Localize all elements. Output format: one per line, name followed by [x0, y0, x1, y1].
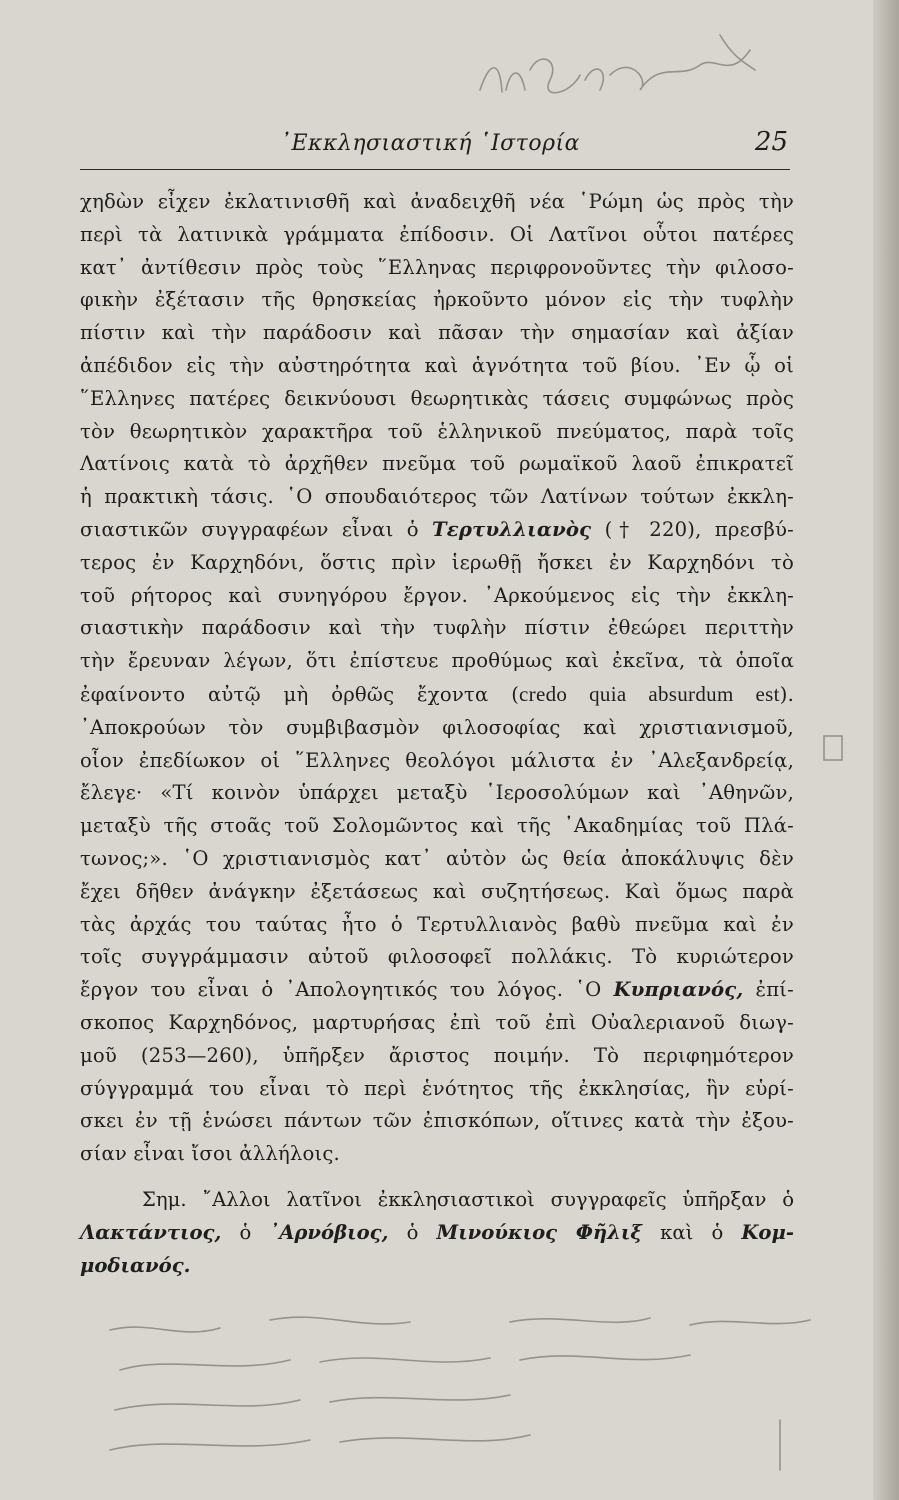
text-run: ἐπί-: [743, 978, 794, 1002]
text-line: [80, 514, 794, 547]
text-line: πίστιν καὶ τὴν παράδοσιν καὶ πᾶσαν τὴν σημασίαν καὶ ἀξίαν: [80, 321, 794, 345]
text-run: ἔργον του εἶναι ὁ ᾿Απολογητικός του λόγος. ῾Ο: [80, 978, 614, 1002]
page-number: 25: [754, 127, 788, 157]
text-line: φικὴν ἐξέτασιν τῆς θρησκείας ἠρκοῦντο μόνον εἰς τὴν τυφλὴν: [80, 288, 794, 312]
text-line: ᾿Αποκρούων τὸν συμβιβασμὸν φιλοσοφίας καὶ χριστιανισμοῦ,: [80, 715, 794, 739]
running-title: ᾿Εκκλησιαστική ῾Ιστορία: [280, 131, 580, 156]
minucius-name: Μινούκιος Φῆλιξ: [436, 1220, 642, 1244]
note-label: Σημ.: [142, 1188, 187, 1211]
text-run: († 220), πρεσβύ-: [591, 517, 794, 541]
text-line: σύγγραμμά του εἶναι τὸ περὶ ἑνότητος τῆς ἐκκλησίας, ἣν εὑρί-: [80, 1076, 794, 1100]
text-line: περὶ τὰ λατινικὰ γράμματα ἐπίδοσιν. Οἱ Λατῖνοι οὗτοι πατέρες: [80, 222, 794, 246]
commodian-name-start: Κομ-: [741, 1220, 794, 1244]
cyprian-name: Κυπριανός,: [613, 978, 744, 1002]
text-line: τοῦ ρήτορος καὶ συνηγόρου ἔργον. ᾿Αρκούμενος εἰς τὴν ἐκκλη-: [80, 583, 794, 607]
text-run: ὁ: [221, 1220, 270, 1244]
text-line: τὸν θεωρητικὸν χαρακτῆρα τοῦ ἑλληνικοῦ πνεύματος, παρὰ τοῖς: [80, 419, 794, 443]
note-line: [80, 1250, 794, 1283]
text-line: τὴν ἔρευναν λέγων, ὅτι ἐπίστευε προθύμως καὶ ἐκεῖνα, τὰ ὁποῖα: [80, 649, 794, 673]
text-line: ἔλεγε· «Τί κοινὸν ὑπάρχει μεταξὺ ῾Ιεροσολύμων καὶ ᾿Αθηνῶν,: [80, 781, 794, 805]
text-line: σκοπος Καρχηδόνος, μαρτυρήσας ἐπὶ τοῦ ἐπὶ Οὐαλεριανοῦ διωγ-: [80, 1010, 794, 1034]
running-header: [80, 125, 790, 170]
text-run: σιαστικῶν συγγραφέων εἶναι ὁ: [80, 517, 432, 541]
footnote: [80, 1184, 794, 1282]
latin-phrase: credo quia absurdum est: [519, 681, 780, 706]
tertullian-name: Τερτυλλιανὸς: [431, 517, 592, 541]
text-line: τοῖς συγγράμμασιν αὐτοῦ φιλοσοφεῖ πολλάκις. Τὸ κυριώτερον: [80, 945, 794, 969]
arnobius-name: ᾿Αρνόβιος,: [269, 1220, 389, 1244]
text-run: ὁ: [388, 1220, 437, 1244]
text-line: τωνος;». ῾Ο χριστιανισμὸς κατ᾿ αὐτὸν ὡς θεία ἀποκάλυψις δὲν: [80, 846, 794, 870]
text-line: σκει ἐν τῇ ἑνώσει πάντων τῶν ἐπισκόπων, οἵτινες κατὰ τὴν ἐξου-: [80, 1109, 794, 1133]
text-run: ῎Αλλοι λατῖνοι ἐκκλησιαστικοὶ συγγραφεῖς ὑπῆρξαν ὁ: [186, 1188, 794, 1211]
text-line: τερος ἐν Καρχηδόνι, ὅστις πρὶν ἱερωθῇ ἤσκει ἐν Καρχηδόνι τὸ: [80, 550, 794, 574]
text-run: ἐφαίνοντο αὐτῷ μὴ ὀρθῶς ἔχοντα (: [80, 682, 520, 706]
text-line: ἡ πρακτικὴ τάσις. ῾Ο σπουδαιότερος τῶν Λατίνων τούτων ἐκκλη-: [80, 485, 794, 509]
note-line: [80, 1184, 794, 1217]
text-run: καὶ ὁ: [642, 1220, 742, 1244]
commodian-name-end: μοδιανός.: [80, 1253, 191, 1277]
handwritten-notes-bottom: [90, 1300, 890, 1490]
text-line: ἔχει δῆθεν ἀνάγκην ἐξετάσεως καὶ συζητήσεως. Καὶ ὅμως παρὰ: [80, 879, 794, 903]
text-line: Λατίνοις κατὰ τὸ ἀρχῆθεν πνεῦμα τοῦ ρωμαϊκοῦ λαοῦ ἐπικρατεῖ: [80, 452, 794, 476]
text-line: χηδὼν εἶχεν ἐκλατινισθῆ καὶ ἀναδειχθῆ νέα ῾Ρώμη ὡς πρὸς τὴν: [80, 190, 794, 213]
text-line: σιαστικὴν παράδοσιν καὶ τὴν τυφλὴν πίστιν ἐθεώρει περιττὴν: [80, 616, 794, 640]
text-line: μοῦ (253—260), ὑπῆρξεν ἄριστος ποιμήν. Τὸ περιφημότερον: [80, 1043, 794, 1067]
text-line: ἀπέδιδον εἰς τὴν αὐστηρότητα καὶ ἁγνότητα τοῦ βίου. ᾿Εν ᾧ οἱ: [80, 353, 794, 377]
handwritten-signature-top: [470, 20, 770, 130]
margin-box-mark: [820, 730, 850, 770]
text-line: [80, 974, 794, 1007]
text-line: μεταξὺ τῆς στοᾶς τοῦ Σολομῶντος καὶ τῆς ᾿Ακαδημίας τοῦ Πλά-: [80, 814, 794, 838]
text-run: ).: [779, 682, 794, 706]
text-line: [80, 678, 794, 712]
text-line: τὰς ἀρχάς του ταύτας ἦτο ὁ Τερτυλλιανὸς βαθὺ πνεῦμα καὶ ἐν: [80, 912, 794, 936]
lactantius-name: Λακτάντιος,: [80, 1220, 222, 1244]
page-gutter: [873, 0, 899, 1500]
body-text: [80, 186, 794, 1171]
text-line: ῞Ελληνες πατέρες δεικνύουσι θεωρητικὰς τάσεις συμφώνως πρὸς: [80, 386, 794, 410]
text-line: σίαν εἶναι ἴσοι ἀλλήλοις.: [80, 1142, 340, 1166]
text-line: κατ᾿ ἀντίθεσιν πρὸς τοὺς ῞Ελληνας περιφρονοῦντες τὴν φιλοσο-: [80, 255, 794, 279]
text-line: οἷον ἐπεδίωκον οἱ ῞Ελληνες θεολόγοι μάλιστα ἐν ᾿Αλεξανδρείᾳ,: [80, 748, 794, 772]
note-line: [80, 1217, 794, 1250]
